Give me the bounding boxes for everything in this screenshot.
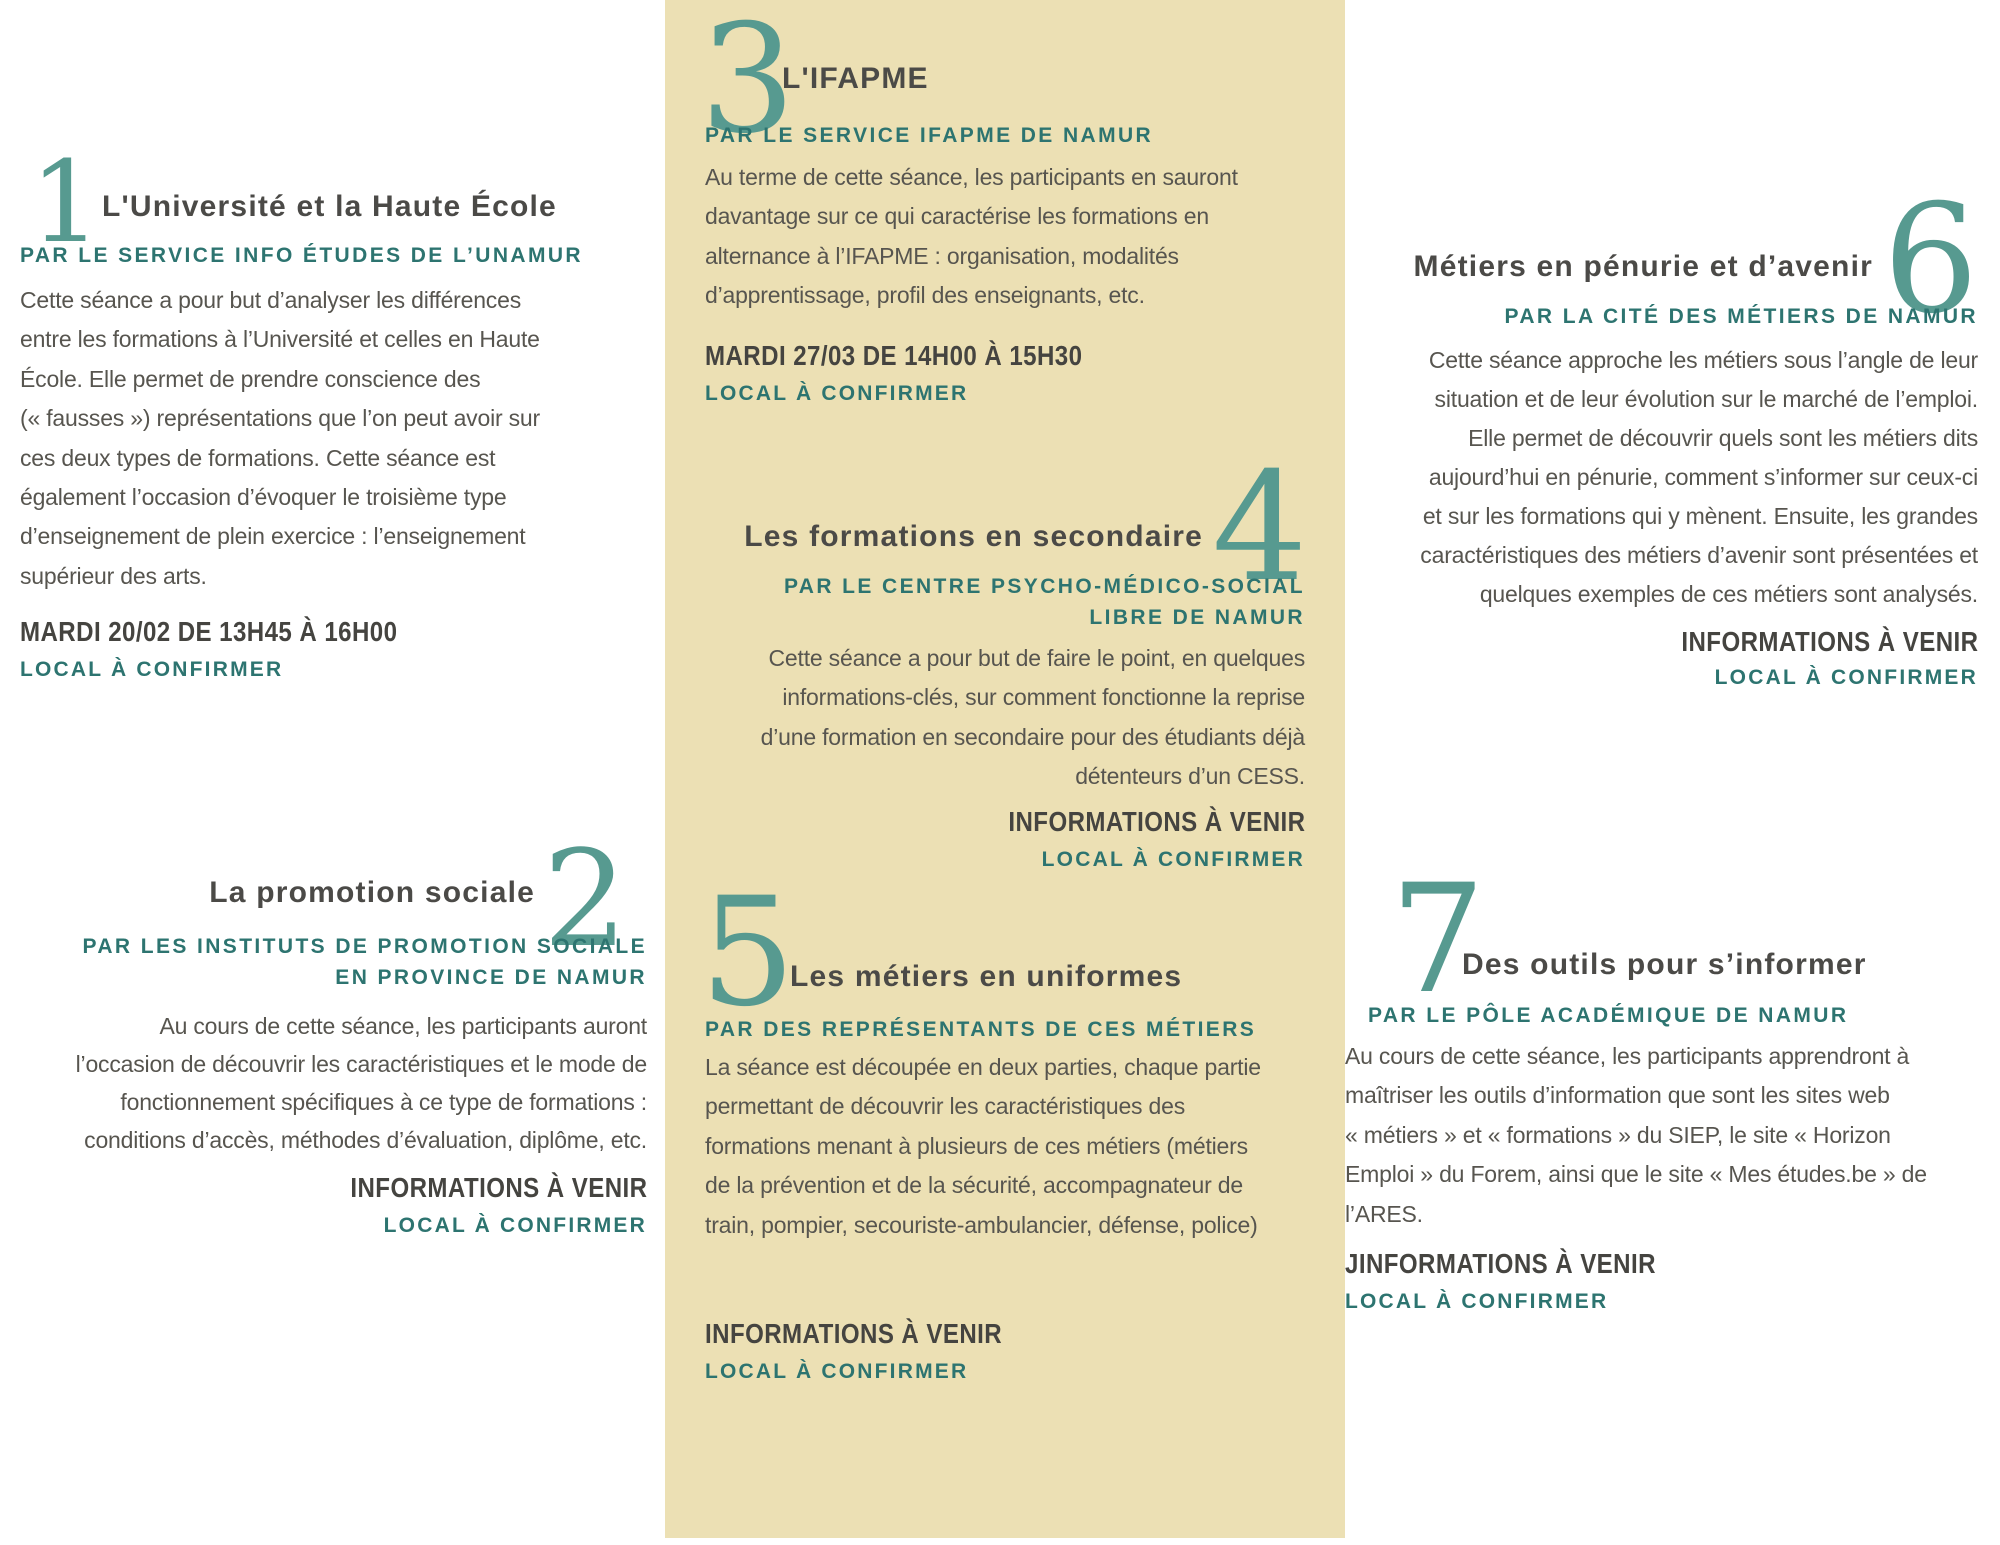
section-2-number: 2 xyxy=(543,823,628,977)
section-6-title: Métiers en pénurie et d’avenir xyxy=(1413,250,1873,283)
section-2-info xyxy=(20,1172,647,1204)
text-line: quelques exemples de ces métiers sont analysés. xyxy=(1479,581,1978,607)
text-line: et sur les formations qui y mènent. Ensuite, les grandes xyxy=(1422,503,1978,529)
text-line: d’enseignement de plein exercice : l’enseignement xyxy=(20,523,526,550)
section-5-info-text: INFORMATIONS À VENIR xyxy=(705,1318,1003,1349)
text-line: Elle permet de découvrir quels sont les métiers dits xyxy=(1468,425,1978,451)
section-1-location: LOCAL À CONFIRMER xyxy=(20,658,284,681)
text-line: Au terme de cette séance, les participants en sauront xyxy=(705,164,1238,190)
text-line: Cette séance a pour but d’analyser les différences xyxy=(20,287,521,313)
section-3-presenter xyxy=(705,120,1153,151)
text-line: ces deux types de formations. Cette séance est xyxy=(20,444,496,471)
text-line: Cette séance approche les métiers sous l’angle de leur xyxy=(1428,347,1978,373)
text-line: conditions d’accès, méthodes d’évaluation, diplôme, etc. xyxy=(84,1127,647,1153)
section-2-presenter xyxy=(20,931,647,993)
text-line: train, pompier, secouriste-ambulancier, défense, police) xyxy=(705,1211,1258,1238)
section-6-presenter xyxy=(1350,301,1978,332)
text-line: PAR LE CENTRE PSYCHO-MÉDICO-SOCIAL xyxy=(783,575,1305,598)
section-3-schedule xyxy=(705,340,1144,372)
text-line: d’une formation en secondaire pour des étudiants déjà xyxy=(760,723,1305,750)
text-line: Cette séance a pour but de faire le point, en quelques xyxy=(768,645,1305,671)
section-4-description xyxy=(705,639,1305,797)
section-1-number: 1 xyxy=(30,138,102,268)
text-line: situation et de leur évolution sur le marché de l’emploi. xyxy=(1434,386,1978,412)
text-line: LIBRE DE NAMUR xyxy=(1089,606,1305,629)
text-line: EN PROVINCE DE NAMUR xyxy=(335,966,647,989)
section-5-description xyxy=(705,1048,1261,1245)
section-5-presenter xyxy=(705,1014,1256,1045)
text-line: formations menant à plusieurs de ces métiers (métiers xyxy=(705,1132,1248,1159)
section-5-number: 5 xyxy=(700,866,796,1040)
section-3-description xyxy=(705,158,1238,316)
text-line: La séance est découpée en deux parties, chaque partie xyxy=(705,1054,1261,1080)
text-line: fonctionnement spécifiques à ce type de formations : xyxy=(120,1089,647,1115)
text-line: PAR LE PÔLE ACADÉMIQUE DE NAMUR xyxy=(1368,1004,1849,1027)
text-line: supérieur des arts. xyxy=(20,562,207,589)
section-6-number: 6 xyxy=(1883,173,1979,347)
section-7-description xyxy=(1345,1037,1927,1234)
text-line: PAR LE SERVICE INFO ÉTUDES DE L’UNAMUR xyxy=(20,244,583,267)
section-4-title: Les formations en secondaire xyxy=(744,520,1203,553)
section-1-schedule xyxy=(20,616,459,648)
text-line: PAR LES INSTITUTS DE PROMOTION SOCIALE xyxy=(82,935,647,958)
section-6-info-text: INFORMATIONS À VENIR xyxy=(1680,626,1978,657)
section-1-title: L'Université et la Haute École xyxy=(102,190,557,223)
text-line: Au cours de cette séance, les participants auront xyxy=(159,1013,647,1039)
section-3-number: 3 xyxy=(700,0,796,167)
text-line: davantage sur ce qui caractérise les formations en xyxy=(705,203,1209,230)
text-line: l’ARES. xyxy=(1345,1200,1423,1227)
section-2-title: La promotion sociale xyxy=(209,876,535,909)
section-3-schedule-text: MARDI 27/03 DE 14H00 À 15H30 xyxy=(705,340,1083,371)
text-line: caractéristiques des métiers d’avenir sont présentées et xyxy=(1420,542,1978,568)
section-7-number: 7 xyxy=(1390,853,1486,1027)
text-line: PAR LE SERVICE IFAPME DE NAMUR xyxy=(705,124,1154,147)
section-6-info xyxy=(1350,626,1978,658)
text-line: également l’occasion d’évoquer le troisième type xyxy=(20,484,507,511)
text-line: PAR LA CITÉ DES MÉTIERS DE NAMUR xyxy=(1504,305,1978,328)
text-line: détenteurs d’un CESS. xyxy=(1075,763,1305,790)
text-line: informations-clés, sur comment fonctionne la reprise xyxy=(782,684,1305,711)
section-7-info xyxy=(1345,1248,1707,1280)
section-7-location: LOCAL À CONFIRMER xyxy=(1345,1290,1609,1313)
section-6-location: LOCAL À CONFIRMER xyxy=(1714,666,1978,689)
text-line: Emploi » du Forem, ainsi que le site « Mes études.be » de xyxy=(1345,1161,1927,1188)
text-line: Au cours de cette séance, les participants apprendront à xyxy=(1345,1043,1910,1069)
section-1-schedule-text: MARDI 20/02 DE 13H45 À 16H00 xyxy=(20,616,398,647)
text-line: aujourd’hui en pénurie, comment s’informer sur ceux-ci xyxy=(1428,464,1978,490)
section-3-title: L'IFAPME xyxy=(782,62,929,95)
section-4-presenter xyxy=(705,571,1305,633)
section-2-description xyxy=(20,1007,647,1159)
section-5-info xyxy=(705,1318,1050,1350)
text-line: « métiers » et « formations » du SIEP, le site « Horizon xyxy=(1345,1121,1891,1148)
section-7-presenter xyxy=(1368,1000,1848,1031)
section-3-location: LOCAL À CONFIRMER xyxy=(705,382,969,405)
section-2-location: LOCAL À CONFIRMER xyxy=(383,1214,647,1237)
text-line: l’occasion de découvrir les caractéristiques et le mode de xyxy=(75,1051,647,1077)
text-line: École. Elle permet de prendre conscience des xyxy=(20,365,481,392)
text-line: alternance à l’IFAPME : organisation, modalités xyxy=(705,242,1179,269)
section-5-location: LOCAL À CONFIRMER xyxy=(705,1360,969,1383)
section-1-description xyxy=(20,281,540,596)
text-line: de la prévention et de la sécurité, accompagnateur de xyxy=(705,1172,1243,1199)
text-line: PAR DES REPRÉSENTANTS DE CES MÉTIERS xyxy=(705,1018,1257,1041)
section-4-info-text: INFORMATIONS À VENIR xyxy=(1007,806,1305,837)
section-5-title: Les métiers en uniformes xyxy=(790,960,1183,993)
section-4-number: 4 xyxy=(1212,441,1308,615)
section-7-title: Des outils pour s’informer xyxy=(1462,948,1867,981)
text-line: (« fausses ») représentations que l’on peut avoir sur xyxy=(20,405,540,432)
section-4-info xyxy=(705,806,1305,838)
section-6-description xyxy=(1350,341,1978,614)
section-1-presenter xyxy=(20,240,583,271)
text-line: d’apprentissage, profil des enseignants, etc. xyxy=(705,282,1145,309)
section-4-location: LOCAL À CONFIRMER xyxy=(1041,848,1305,871)
text-line: maîtriser les outils d’information que sont les sites web xyxy=(1345,1082,1890,1109)
text-line: entre les formations à l’Université et celles en Haute xyxy=(20,326,540,353)
text-line: permettant de découvrir les caractéristiques des xyxy=(705,1093,1186,1120)
section-2-info-text: INFORMATIONS À VENIR xyxy=(349,1172,647,1203)
section-7-info-text: JINFORMATIONS À VENIR xyxy=(1345,1248,1656,1279)
